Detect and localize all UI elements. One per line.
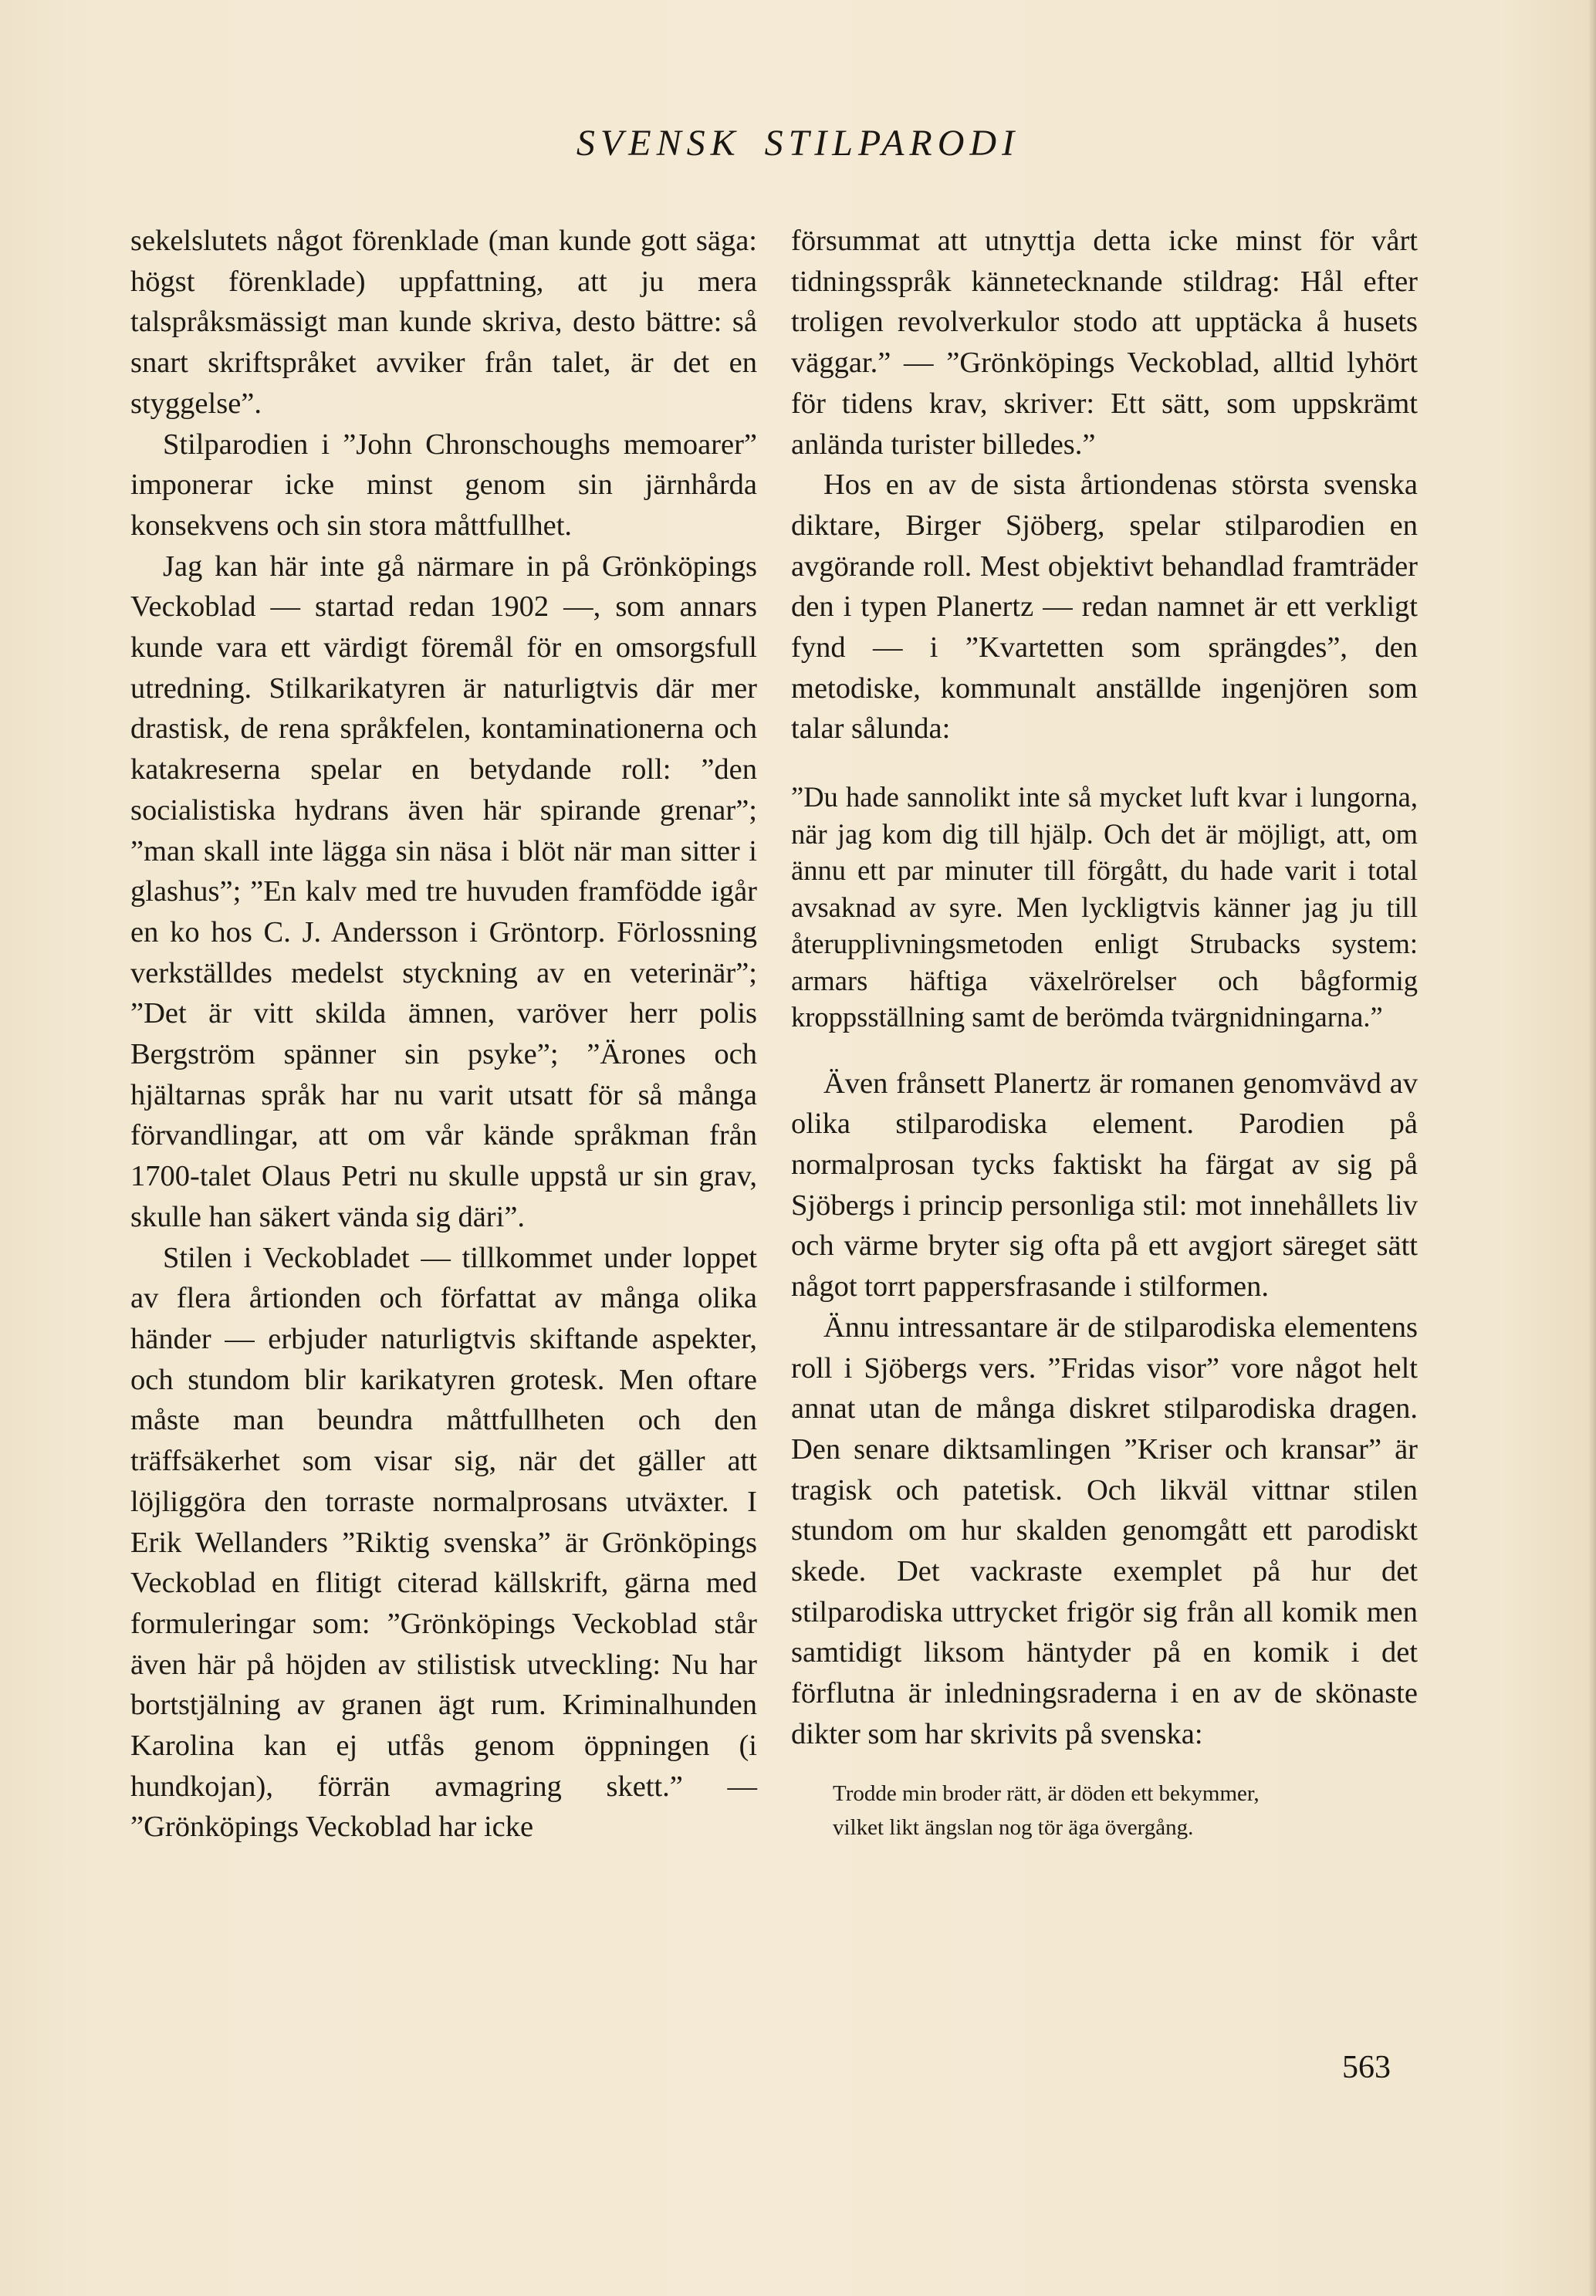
block-quote: ”Du hade sannolikt inte så mycket luft kvar i lungorna, när jag kom dig till hjälp. Och det är möjligt, att, om ännu ett par minuter till förgått, du hade varit i total avsaknad av syre. Men lyckligtvis känner jag ju till återupplivningsmetoden enligt Strubacks system: armars häftiga växelrörelser och bågformig kroppsställning samt de berömda tvärgnidningarna.” — [791, 781, 1418, 1033]
paragraph: sekelslutets något förenklade (man kunde gott säga: högst förenklade) uppfattning, att ju mera talspråksmässigt man kunde skriva, desto bättre: så snart skriftspråket avviker från talet, är det en styggelse”. — [130, 225, 757, 420]
paragraph: Ännu intressantare är de stilparodiska elementens roll i Sjöbergs vers. ”Fridas visor” vore något helt annat utan de många diskret stilparodiska dragen. Den senare diktsamlingen ”Kriser och kransar” är tragisk och patetisk. Och likväl vittnar stilen stundom om hur skalden genomgått ett parodiskt skede. Det vackraste exemplet på hur det stilparodiska uttrycket frigör sig från all komik men samtidigt liksom häntyder på en komik i det förflutna är inledningsraderna i en av de skönaste dikter som har skrivits på svenska: — [791, 1310, 1418, 1750]
page-edge-shadow — [1588, 0, 1596, 2296]
paragraph: Stilen i Veckobladet — tillkommet under loppet av flera årtionden och författat av många olika händer — erbjuder naturligtvis skiftande aspekter, och stundom blir karikatyren grotesk. Men oftare måste man beundra måttfullheten och den träffsäkerhet som visar sig, när det gäller att löjliggöra den torraste normalprosans utväxter. I Erik Wellanders ”Riktig svenska” är Grönköpings Veckoblad en flitigt citerad källskrift, gärna med formuleringar som: ”Grönköpings Veckoblad står även här på höjden av stilistisk utveckling: Nu har bortstjälning av granen ägt rum. Kriminalhunden Karolina kan ej utfås genom öppningen (i hundkojan), förrän avmagring skett.” — ”Grönköpings Veckoblad har icke — [130, 1241, 757, 1844]
page-number: 563 — [1342, 2050, 1391, 2085]
poem-line: vilket likt ängslan nog tör äga övergång. — [833, 1814, 1194, 1840]
poem-line: Trodde min broder rätt, är döden ett bekymmer, — [833, 1780, 1260, 1806]
paragraph: Hos en av de sista årtiondenas största svenska diktare, Birger Sjöberg, spelar stilparodien en avgörande roll. Mest objektivt behandlad framträder den i typen Planertz — redan namnet är ett verkligt fynd — i ”Kvartetten som sprängdes”, den metodiske, kommunalt anställde ingenjören som talar sålunda: — [791, 468, 1418, 746]
left-text-column — [130, 221, 757, 1848]
paragraph: Jag kan här inte gå närmare in på Grönköpings Veckoblad — startad redan 1902 —, som annars kunde vara ett värdigt föremål för en omsorgsfull utredning. Stilkarikatyren är naturligtvis där mer drastisk, de rena språkfelen, kontaminationerna och katakreserna spelar en betydande roll: ”den socialistiska hydrans även här spirande grenar”; ”man skall inte lägga sin näsa i blöt när man sitter i glashus”; ”En kalv med tre huvuden framfödde igår en ko hos C. J. Andersson i Gröntorp. Förlossning verkställdes medelst styckning av en veterinär”; ”Det är vitt skilda ämnen, varöver herr polis Bergström spänner sin psyke”; ”Ärones och hjältarnas språk har nu varit utsatt för så många förvandlingar, att om vår kände språkman från 1700-talet Olaus Petri nu skulle uppstå ur sin grav, skulle han säkert vända sig däri”. — [130, 549, 757, 1233]
running-header: SVENSK STILPARODI — [576, 123, 1020, 164]
poem-excerpt — [791, 1777, 1418, 1845]
right-text-column — [791, 221, 1418, 1845]
paragraph: Även frånsett Planertz är romanen genomvävd av olika stilparodiska element. Parodien på normalprosan tycks faktiskt ha färgat av sig på Sjöbergs i princip personliga stil: mot innehållets liv och värme bryter sig ofta på ett avgjort säreget sätt något torrt pappersfrasande i stilformen. — [791, 1067, 1418, 1304]
paragraph: försummat att utnyttja detta icke minst för vårt tidningsspråk kännetecknande stildrag: Hål efter troligen revolverkulor stodo att upptäcka å husets väggar.” — ”Grönköpings Veckoblad, alltid lyhört för tidens krav, skriver: Ett sätt, som uppskrämt anlända turister billedes.” — [791, 225, 1418, 461]
paragraph: Stilparodien i ”John Chronschoughs memoarer” imponerar icke minst genom sin järnhårda konsekvens och sin stora måttfullhet. — [130, 428, 757, 542]
